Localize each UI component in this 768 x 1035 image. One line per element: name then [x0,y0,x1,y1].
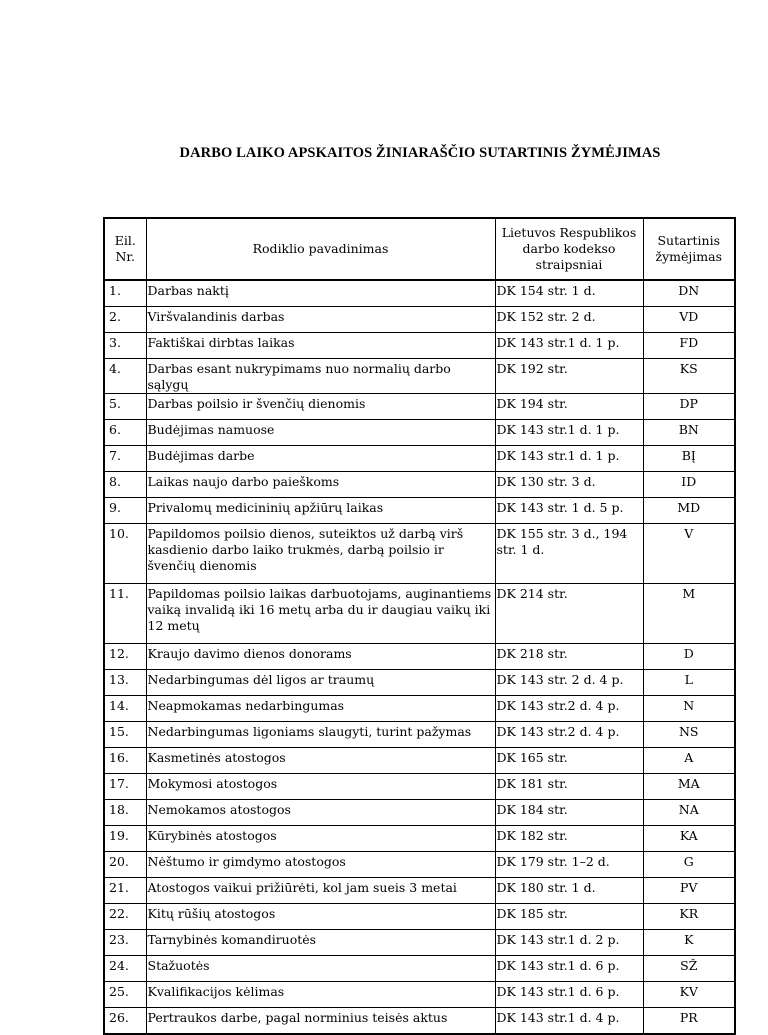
table-row [104,930,735,956]
row-name: Darbas poilsio ir švenčių dienomis [146,394,495,420]
row-article: DK 182 str. [495,826,643,852]
row-name: Kitų rūšių atostogos [146,904,495,930]
row-name: Laikas naujo darbo paieškoms [146,472,495,498]
page-title: DARBO LAIKO APSKAITOS ŽINIARAŠČIO SUTARTINIS ŽYMĖJIMAS [179,145,661,161]
codes-table [103,217,736,1035]
table-row [104,644,735,670]
row-article: DK 194 str. [495,394,643,420]
row-name: Papildomos poilsio dienos, suteiktos už darbą virš kasdienio darbo laiko trukmės, darbą poilsio ir švenčių dienomis [146,524,495,584]
row-nr: 3. [104,333,146,359]
row-nr: 12. [104,644,146,670]
table-row [104,280,735,307]
row-article: DK 143 str. 1 d. 5 p. [495,498,643,524]
table-header-row [104,218,735,280]
table-row [104,359,735,394]
header-name: Rodiklio pavadinimas [146,218,495,280]
row-nr: 23. [104,930,146,956]
row-code: MA [643,774,735,800]
row-name: Kvalifikacijos kėlimas [146,982,495,1008]
row-nr: 14. [104,696,146,722]
row-nr: 20. [104,852,146,878]
row-name: Neapmokamas nedarbingumas [146,696,495,722]
row-name: Atostogos vaikui prižiūrėti, kol jam sueis 3 metai [146,878,495,904]
row-article: DK 154 str. 1 d. [495,280,643,307]
row-article: DK 143 str.1 d. 1 p. [495,333,643,359]
row-name: Stažuotės [146,956,495,982]
table-row [104,333,735,359]
row-code: NS [643,722,735,748]
table-row [104,524,735,584]
row-name: Privalomų medicininių apžiūrų laikas [146,498,495,524]
row-nr: 4. [104,359,146,394]
row-article: DK 143 str.1 d. 2 p. [495,930,643,956]
table-row [104,722,735,748]
row-nr: 10. [104,524,146,584]
header-nr: Eil. Nr. [104,218,146,280]
row-nr: 26. [104,1008,146,1035]
row-name: Nėštumo ir gimdymo atostogos [146,852,495,878]
row-article: DK 143 str.1 d. 1 p. [495,420,643,446]
table-row [104,982,735,1008]
row-code: BĮ [643,446,735,472]
row-name: Nedarbingumas ligoniams slaugyti, turint pažymas [146,722,495,748]
row-code: PV [643,878,735,904]
row-code: M [643,584,735,644]
row-nr: 1. [104,280,146,307]
row-article: DK 155 str. 3 d., 194 str. 1 d. [495,524,643,584]
row-nr: 22. [104,904,146,930]
row-code: V [643,524,735,584]
row-article: DK 218 str. [495,644,643,670]
table-row [104,420,735,446]
row-article: DK 185 str. [495,904,643,930]
row-nr: 16. [104,748,146,774]
row-name: Kūrybinės atostogos [146,826,495,852]
row-name: Budėjimas namuose [146,420,495,446]
table-row [104,472,735,498]
row-name: Kasmetinės atostogos [146,748,495,774]
row-code: NA [643,800,735,826]
row-name: Tarnybinės komandiruotės [146,930,495,956]
row-code: BN [643,420,735,446]
row-nr: 13. [104,670,146,696]
row-article: DK 165 str. [495,748,643,774]
row-nr: 6. [104,420,146,446]
row-article: DK 143 str.2 d. 4 p. [495,696,643,722]
table-row [104,498,735,524]
row-article: DK 184 str. [495,800,643,826]
row-nr: 9. [104,498,146,524]
row-article: DK 143 str.1 d. 1 p. [495,446,643,472]
row-article: DK 152 str. 2 d. [495,307,643,333]
row-nr: 24. [104,956,146,982]
table-row [104,878,735,904]
table-row [104,852,735,878]
row-article: DK 130 str. 3 d. [495,472,643,498]
row-code: FD [643,333,735,359]
row-name: Faktiškai dirbtas laikas [146,333,495,359]
row-code: MD [643,498,735,524]
row-code: DP [643,394,735,420]
row-article: DK 180 str. 1 d. [495,878,643,904]
row-code: KS [643,359,735,394]
row-article: DK 214 str. [495,584,643,644]
row-name: Mokymosi atostogos [146,774,495,800]
row-article: DK 192 str. [495,359,643,394]
row-nr: 8. [104,472,146,498]
row-name: Papildomas poilsio laikas darbuotojams, auginantiems vaiką invalidą iki 16 metų arba du ir daugiau vaikų iki 12 metų [146,584,495,644]
row-code: G [643,852,735,878]
row-article: DK 181 str. [495,774,643,800]
table-row [104,748,735,774]
row-nr: 7. [104,446,146,472]
row-code: ID [643,472,735,498]
table-row [104,584,735,644]
table-row [104,394,735,420]
row-nr: 21. [104,878,146,904]
row-nr: 15. [104,722,146,748]
row-code: SŽ [643,956,735,982]
table-row [104,826,735,852]
row-code: DN [643,280,735,307]
row-article: DK 143 str. 2 d. 4 p. [495,670,643,696]
table-row [104,670,735,696]
row-code: N [643,696,735,722]
row-name: Viršvalandinis darbas [146,307,495,333]
table-row [104,956,735,982]
row-nr: 19. [104,826,146,852]
row-name: Darbas naktį [146,280,495,307]
row-code: A [643,748,735,774]
row-name: Nemokamos atostogos [146,800,495,826]
row-code: PR [643,1008,735,1035]
row-nr: 17. [104,774,146,800]
row-code: KV [643,982,735,1008]
table-row [104,307,735,333]
row-code: D [643,644,735,670]
row-name: Kraujo davimo dienos donorams [146,644,495,670]
table-row [104,446,735,472]
row-code: VD [643,307,735,333]
table-row [104,696,735,722]
table-row [104,1008,735,1035]
table-row [104,904,735,930]
table-body [104,280,735,1034]
row-article: DK 179 str. 1–2 d. [495,852,643,878]
row-name: Pertraukos darbe, pagal norminius teisės aktus [146,1008,495,1035]
row-nr: 5. [104,394,146,420]
row-nr: 11. [104,584,146,644]
table-row [104,800,735,826]
row-code: KA [643,826,735,852]
row-code: KR [643,904,735,930]
row-nr: 25. [104,982,146,1008]
row-code: K [643,930,735,956]
row-name: Nedarbingumas dėl ligos ar traumų [146,670,495,696]
row-article: DK 143 str.1 d. 6 p. [495,982,643,1008]
row-nr: 18. [104,800,146,826]
row-article: DK 143 str.2 d. 4 p. [495,722,643,748]
row-nr: 2. [104,307,146,333]
header-code: Sutartinis žymėjimas [643,218,735,280]
row-code: L [643,670,735,696]
table-row [104,774,735,800]
row-name: Darbas esant nukrypimams nuo normalių darbo sąlygų [146,359,495,394]
row-name: Budėjimas darbe [146,446,495,472]
row-article: DK 143 str.1 d. 4 p. [495,1008,643,1035]
header-article: Lietuvos Respublikos darbo kodekso straipsniai [495,218,643,280]
row-article: DK 143 str.1 d. 6 p. [495,956,643,982]
